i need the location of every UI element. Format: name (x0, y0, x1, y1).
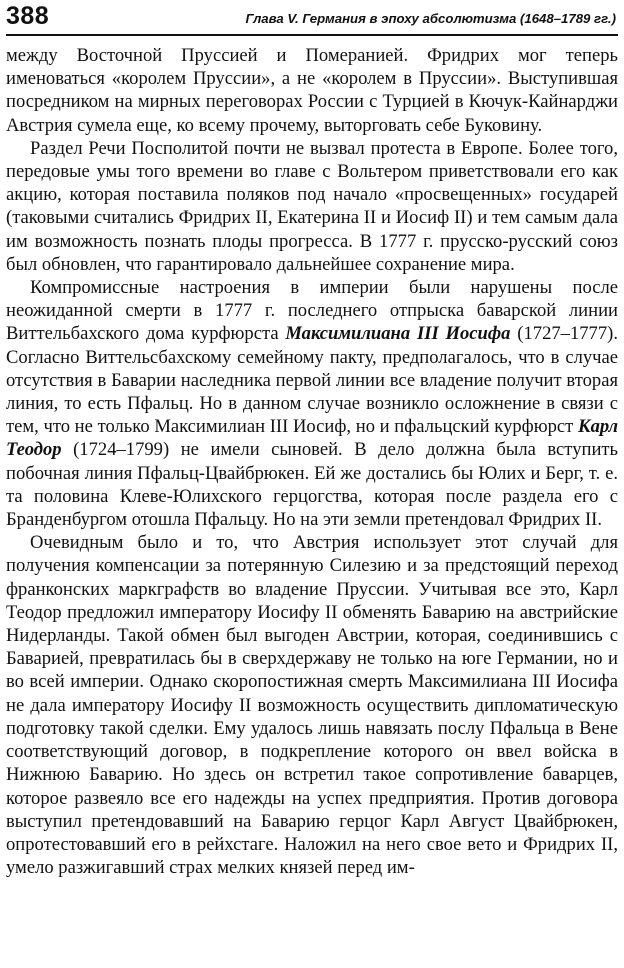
paragraph-text-part: Компромиссные настроения в империи были нарушены после неожиданной смерти в 1777 г. последнего отпрыска баварской линии Виттельбахского дома курфюрста (6, 277, 618, 345)
paragraph-austria: Очевидным было и то, что Австрия использует этот случай для получения компенсации за потерянную Силезию и за предстоящий переход франконских маркграфств во владение Пруссии. Учитывая все это, Карл Теодор предложил императору Иосифу II обменять Баварию на австрийские Нидерланды. Такой обмен был выгоден Австрии, которая, соединившись с Баварией, превратилась бы в сверхдержаву не только на юге Германии, но и во всей империи. Однако скоропостижная смерть Максимилиана III Иосифа не дала императору Иосифу II возможность осуществить дипломатическую подготовку такой сделки. Ему удалось лишь навязать послу Пфальца в Вене соответствующий договор, в подкрепление которого он ввел войска в Нижнюю Баварию. Но здесь он встретил такое сопротивление баварцев, которое развеяло все его надежды на успех предприятия. Против договора выступил претендовавший на Баварию герцог Карл Август Цвайбрюкен, опротестовавший его в рейхстаге. Наложил на него свое вето и Фридрих II, умело разжигавший страх мелких князей перед им- (6, 532, 618, 879)
page-number: 388 (6, 2, 50, 30)
ruler-name-maximilian: Максимилиана III Иосифа (285, 323, 511, 345)
body-text (6, 44, 618, 879)
paragraph-continued: между Восточной Пруссией и Померанией. Фридрих мог теперь именоваться «королем Пруссии», а не «королем в Пруссии». Выступившая посредником на мирных переговорах России с Турцией в Кючук-Кайнарджи Австрия сумела еще, ко всему прочему, выторговать себе Буковину. (6, 45, 618, 136)
page-header (6, 0, 618, 36)
paragraph-partition: Раздел Речи Посполитой почти не вызвал протеста в Европе. Более того, передовые умы того времени во главе с Вольтером приветствовали его как акцию, которая поставила поляков под начало «просвещенных» государей (таковыми считались Фридрих II, Екатерина II и Иосиф II) и тем самым дала им возможность познать плоды прогресса. В 1777 г. прусско-русский союз был обновлен, что гарантировало дальнейшее сохранение мира. (6, 137, 618, 275)
running-head: Глава V. Германия в эпоху абсолютизма (1648–1789 гг.) (245, 11, 616, 26)
paragraph-text-part: (1724–1799) не имели сыновей. В дело должна была вступить побочная линия Пфальц-Цвайбрюкен. Ей же достались бы Юлих и Берг, т. е. та половина Клеве-Юлихского герцогства, которая после раздела его с Бранденбургом отошла Пфальцу. Но на эти земли претендовал Фридрих II. (6, 439, 618, 531)
ruler-name-karl-theodor: Карл Теодор (6, 416, 619, 461)
paragraph-succession (6, 276, 618, 531)
paragraph-text-part: (1727–1777). Согласно Виттельсбахскому семейному пакту, предполагалось, что в случае отсутствия в Баварии наследника первой линии все владение получит вторая линия, то есть Пфальц. Но в данном случае возникло осложнение в связи с тем, что не только Максимилиан III Иосиф, но и пфальцский курфюрст (6, 323, 618, 438)
book-page (6, 0, 618, 968)
